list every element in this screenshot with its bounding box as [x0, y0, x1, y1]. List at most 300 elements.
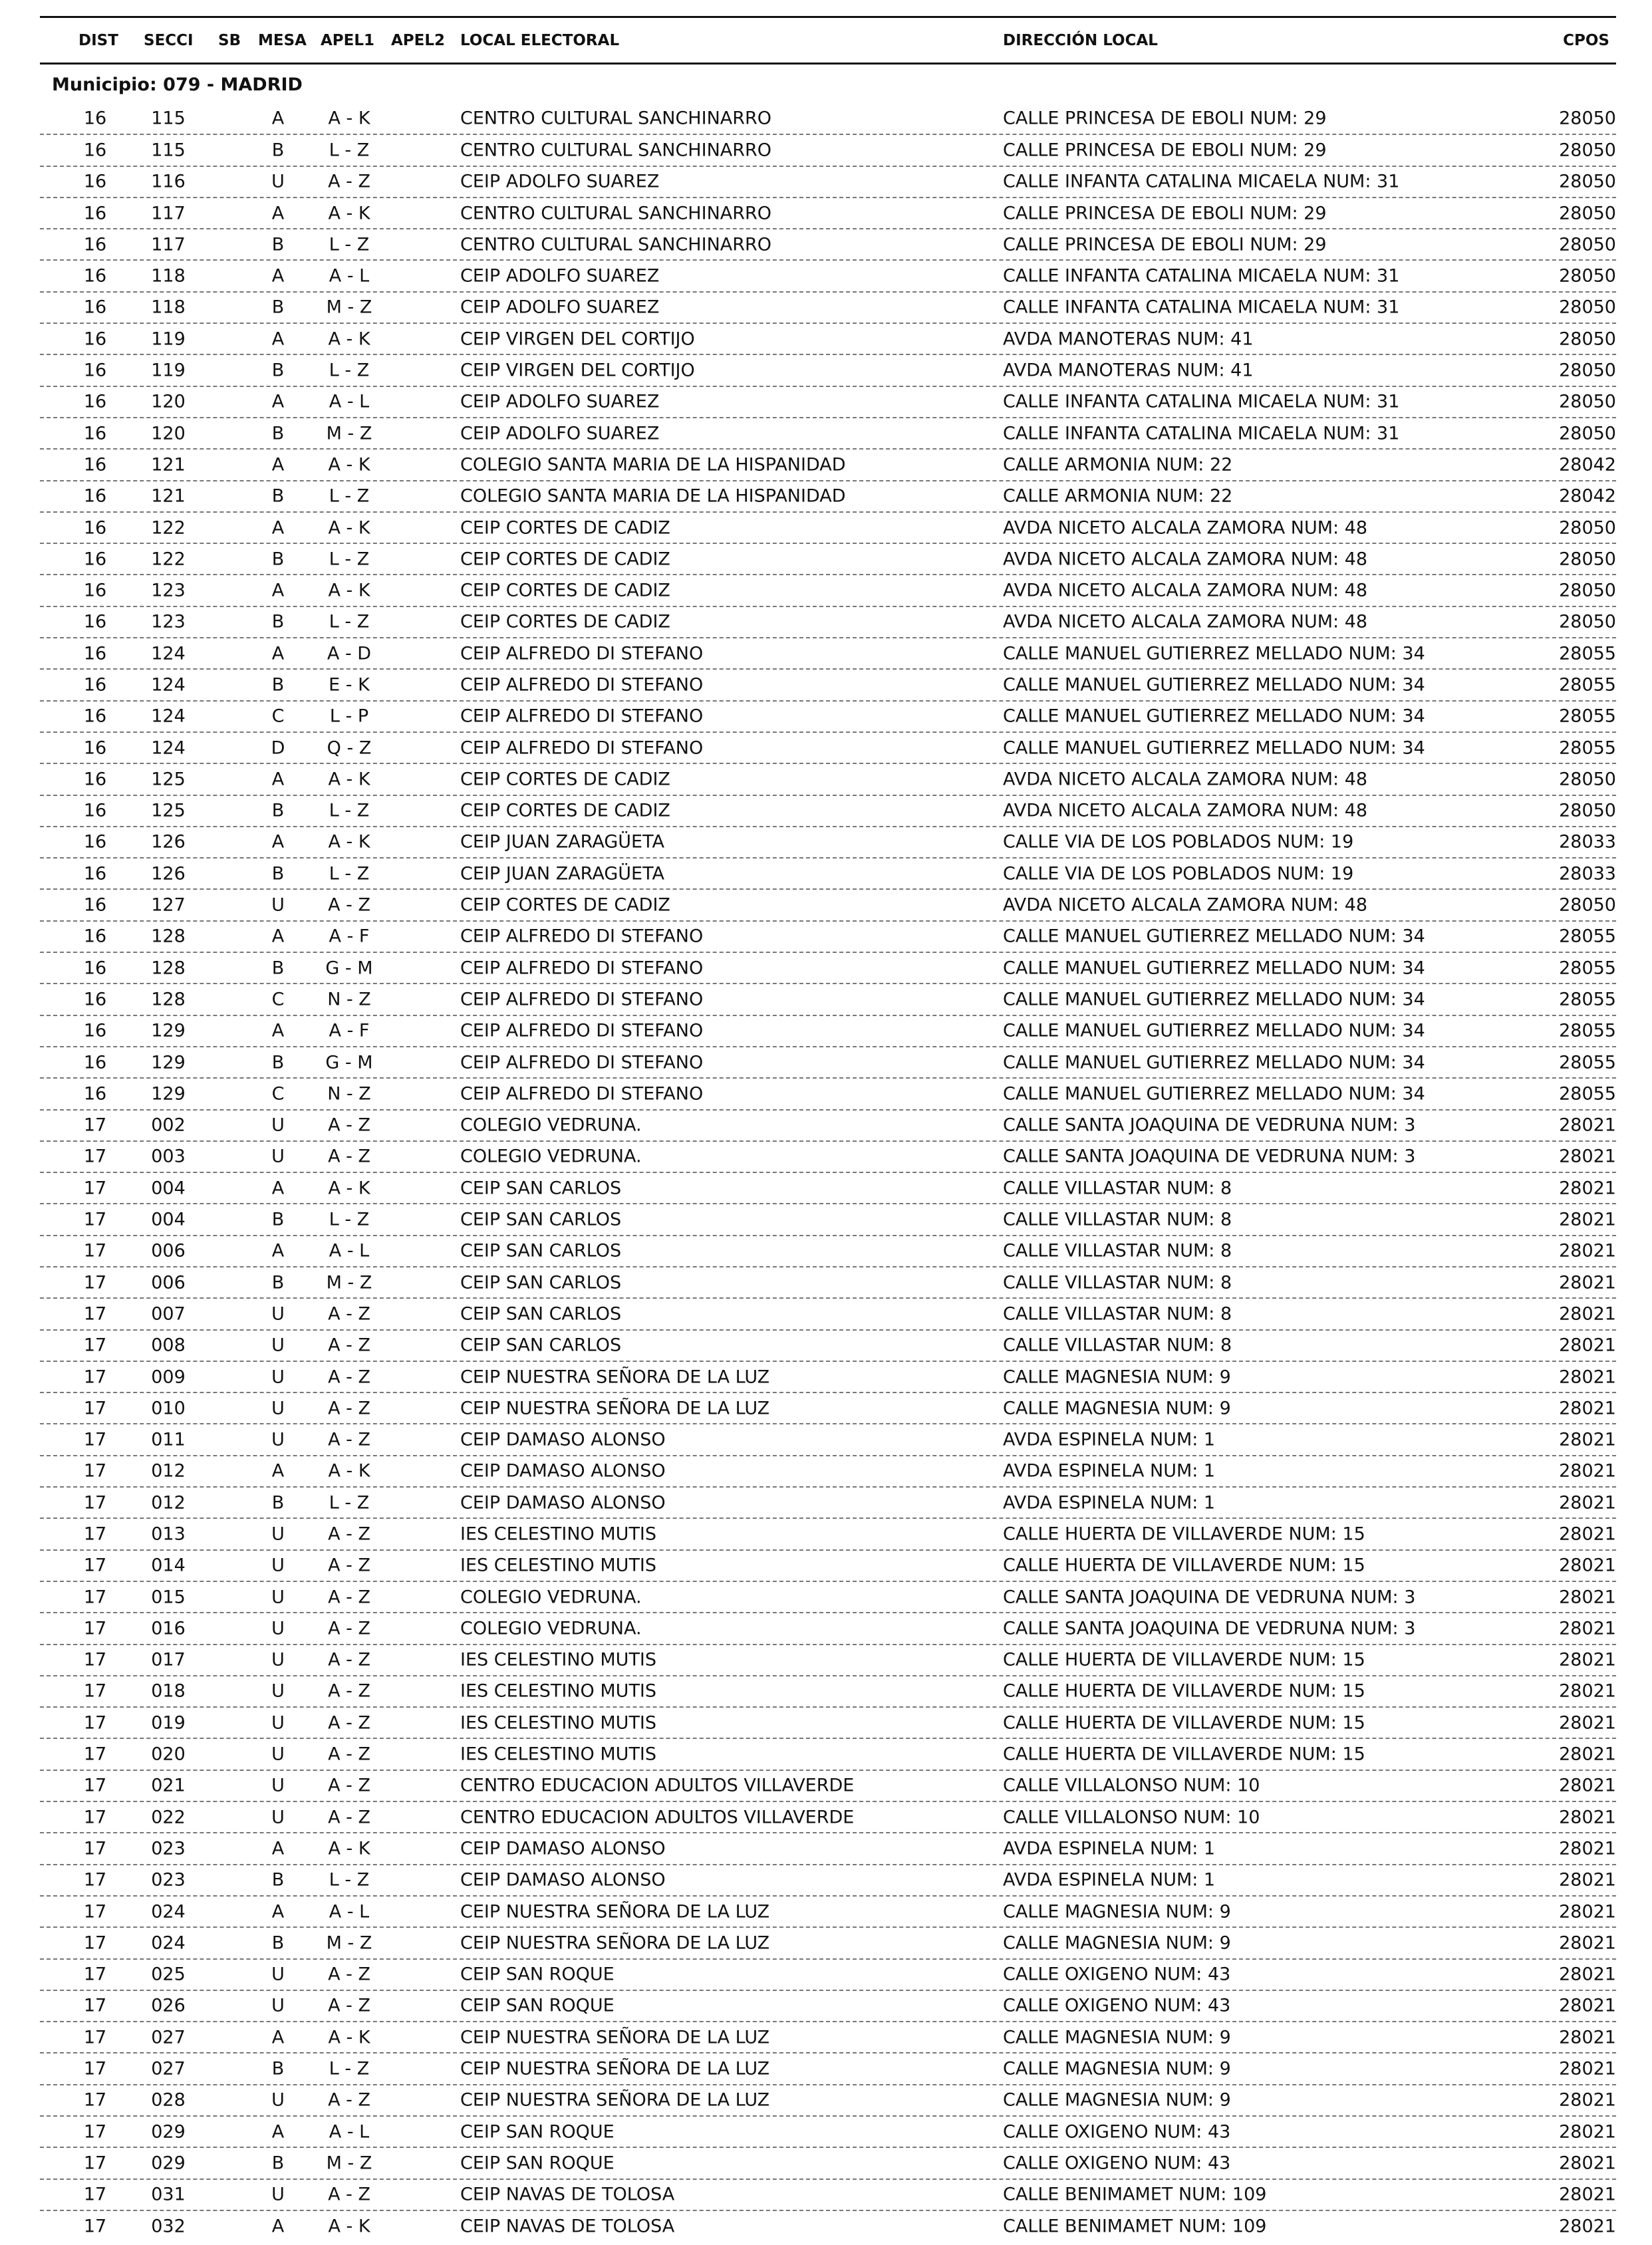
cell-dist: 17 [83, 1303, 107, 1325]
cell-mesa: B [271, 863, 285, 884]
cell-dist: 16 [83, 894, 107, 916]
cell-dist: 16 [83, 926, 107, 947]
cell-mesa: B [271, 1052, 285, 1073]
cell-secci: 029 [151, 2153, 186, 2174]
cell-local-electoral: CEIP CORTES DE CADIZ [460, 800, 670, 821]
cell-mesa: A [271, 108, 285, 129]
cell-apel1: L - P [329, 706, 369, 727]
header-local-electoral: LOCAL ELECTORAL [460, 32, 620, 49]
cell-apel1: L - Z [329, 485, 370, 507]
cell-secci: 013 [151, 1523, 186, 1545]
cell-direccion-local: CALLE OXIGENO NUM: 43 [1003, 2121, 1231, 2143]
cell-local-electoral: COLEGIO SANTA MARIA DE LA HISPANIDAD [460, 485, 846, 507]
table-row [40, 166, 1616, 197]
cell-apel1: A - Z [328, 2089, 370, 2111]
cell-local-electoral: CEIP ALFREDO DI STEFANO [460, 926, 704, 947]
cell-direccion-local: CALLE INFANTA CATALINA MICAELA NUM: 31 [1003, 391, 1400, 412]
cell-secci: 015 [151, 1587, 186, 1608]
cell-cpos: 28042 [1559, 485, 1616, 507]
cell-secci: 004 [151, 1178, 186, 1199]
cell-secci: 125 [151, 800, 186, 821]
cell-mesa: U [271, 2089, 285, 2111]
cell-local-electoral: CEIP ALFREDO DI STEFANO [460, 1083, 704, 1105]
cell-apel1: A - K [328, 769, 370, 790]
cell-apel1: L - Z [329, 360, 370, 381]
cell-dist: 17 [83, 1335, 107, 1356]
cell-direccion-local: AVDA ESPINELA NUM: 1 [1003, 1429, 1216, 1450]
cell-dist: 17 [83, 1523, 107, 1545]
cell-mesa: B [271, 1932, 285, 1954]
cell-local-electoral: CEIP DAMASO ALONSO [460, 1460, 666, 1482]
cell-apel1: L - Z [329, 1492, 370, 1514]
cell-apel1: L - Z [329, 1869, 370, 1891]
cell-apel1: A - Z [328, 1964, 370, 1985]
table-row [40, 1801, 1616, 1832]
cell-cpos: 28050 [1559, 203, 1616, 224]
cell-cpos: 28033 [1559, 863, 1616, 884]
cell-secci: 007 [151, 1303, 186, 1325]
cell-direccion-local: CALLE HUERTA DE VILLAVERDE NUM: 15 [1003, 1649, 1365, 1670]
table-row [40, 417, 1616, 448]
cell-dist: 16 [83, 831, 107, 853]
cell-secci: 018 [151, 1680, 186, 1702]
table-row [40, 1361, 1616, 1392]
cell-cpos: 28055 [1559, 674, 1616, 696]
cell-secci: 122 [151, 517, 186, 538]
cell-cpos: 28021 [1559, 1492, 1616, 1514]
table-row [40, 1644, 1616, 1675]
cell-direccion-local: CALLE MAGNESIA NUM: 9 [1003, 1932, 1231, 1954]
cell-direccion-local: CALLE MAGNESIA NUM: 9 [1003, 2089, 1231, 2111]
cell-local-electoral: CEIP CORTES DE CADIZ [460, 517, 670, 538]
cell-apel1: L - Z [329, 2058, 370, 2079]
cell-local-electoral: CEIP JUAN ZARAGÜETA [460, 831, 664, 853]
cell-local-electoral: CEIP SAN ROQUE [460, 1995, 615, 2016]
cell-direccion-local: AVDA NICETO ALCALA ZAMORA NUM: 48 [1003, 611, 1368, 632]
cell-dist: 16 [83, 549, 107, 570]
cell-apel1: A - K [328, 108, 370, 129]
cell-secci: 121 [151, 454, 186, 475]
cell-apel1: A - Z [328, 1587, 370, 1608]
cell-cpos: 28021 [1559, 2153, 1616, 2174]
cell-local-electoral: COLEGIO VEDRUNA. [460, 1587, 642, 1608]
cell-cpos: 28055 [1559, 1020, 1616, 1041]
cell-mesa: A [271, 1178, 285, 1199]
cell-secci: 120 [151, 423, 186, 444]
cell-apel1: L - Z [329, 234, 370, 255]
table-row [40, 983, 1616, 1014]
cell-cpos: 28042 [1559, 454, 1616, 475]
table-row [40, 1926, 1616, 1958]
cell-apel1: A - Z [328, 171, 370, 192]
cell-dist: 17 [83, 1932, 107, 1954]
cell-direccion-local: AVDA NICETO ALCALA ZAMORA NUM: 48 [1003, 580, 1368, 601]
cell-mesa: B [271, 234, 285, 255]
cell-cpos: 28021 [1559, 2089, 1616, 2111]
cell-cpos: 28050 [1559, 108, 1616, 129]
cell-local-electoral: CEIP ALFREDO DI STEFANO [460, 958, 704, 979]
table-row [40, 511, 1616, 543]
cell-cpos: 28021 [1559, 1995, 1616, 2016]
cell-cpos: 28050 [1559, 265, 1616, 287]
cell-mesa: A [271, 1460, 285, 1482]
cell-dist: 17 [83, 1429, 107, 1450]
cell-dist: 17 [83, 2184, 107, 2205]
cell-secci: 117 [151, 234, 186, 255]
cell-apel1: A - Z [328, 1618, 370, 1639]
cell-apel1: A - Z [328, 1398, 370, 1419]
cell-local-electoral: CEIP SAN ROQUE [460, 2121, 615, 2143]
cell-secci: 123 [151, 611, 186, 632]
cell-direccion-local: AVDA ESPINELA NUM: 1 [1003, 1838, 1216, 1859]
cell-secci: 118 [151, 265, 186, 287]
cell-secci: 024 [151, 1932, 186, 1954]
cell-cpos: 28050 [1559, 297, 1616, 318]
cell-dist: 16 [83, 140, 107, 161]
cell-mesa: B [271, 140, 285, 161]
table-row [40, 1297, 1616, 1329]
cell-mesa: U [271, 1775, 285, 1796]
cell-apel1: A - F [329, 926, 370, 947]
cell-cpos: 28021 [1559, 2058, 1616, 2079]
cell-direccion-local: CALLE MAGNESIA NUM: 9 [1003, 2058, 1231, 2079]
cell-secci: 127 [151, 894, 186, 916]
cell-apel1: E - K [329, 674, 370, 696]
cell-apel1: L - Z [329, 1209, 370, 1230]
cell-dist: 16 [83, 485, 107, 507]
cell-dist: 16 [83, 737, 107, 759]
cell-dist: 17 [83, 1398, 107, 1419]
table-row [40, 2179, 1616, 2210]
cell-secci: 123 [151, 580, 186, 601]
cell-dist: 17 [83, 1367, 107, 1388]
cell-cpos: 28021 [1559, 1869, 1616, 1891]
cell-secci: 116 [151, 171, 186, 192]
table-row [40, 1770, 1616, 1801]
cell-secci: 124 [151, 737, 186, 759]
cell-apel1: A - K [328, 1838, 370, 1859]
cell-secci: 031 [151, 2184, 186, 2205]
cell-direccion-local: CALLE INFANTA CATALINA MICAELA NUM: 31 [1003, 423, 1400, 444]
table-row [40, 1864, 1616, 1895]
cell-apel1: A - K [328, 580, 370, 601]
cell-mesa: B [271, 1209, 285, 1230]
cell-dist: 16 [83, 297, 107, 318]
header-secci: SECCI [144, 32, 194, 49]
cell-local-electoral: CEIP NUESTRA SEÑORA DE LA LUZ [460, 2027, 770, 2048]
cell-dist: 16 [83, 643, 107, 664]
table-row [40, 386, 1616, 417]
cell-apel1: A - Z [328, 1367, 370, 1388]
table-row [40, 1518, 1616, 1549]
cell-secci: 125 [151, 769, 186, 790]
cell-direccion-local: CALLE PRINCESA DE EBOLI NUM: 29 [1003, 108, 1327, 129]
cell-apel1: A - F [329, 1020, 370, 1041]
cell-direccion-local: AVDA MANOTERAS NUM: 41 [1003, 360, 1254, 381]
cell-direccion-local: AVDA MANOTERAS NUM: 41 [1003, 329, 1254, 350]
cell-dist: 16 [83, 989, 107, 1010]
cell-direccion-local: CALLE MANUEL GUTIERREZ MELLADO NUM: 34 [1003, 926, 1425, 947]
cell-secci: 028 [151, 2089, 186, 2111]
cell-direccion-local: CALLE HUERTA DE VILLAVERDE NUM: 15 [1003, 1712, 1365, 1734]
table-row [40, 1455, 1616, 1486]
cell-secci: 027 [151, 2058, 186, 2079]
cell-secci: 006 [151, 1272, 186, 1293]
cell-local-electoral: CEIP CORTES DE CADIZ [460, 580, 670, 601]
cell-dist: 17 [83, 2121, 107, 2143]
cell-mesa: A [271, 454, 285, 475]
cell-cpos: 28050 [1559, 391, 1616, 412]
cell-cpos: 28021 [1559, 1744, 1616, 1765]
table-row [40, 1203, 1616, 1234]
cell-mesa: B [271, 611, 285, 632]
cell-cpos: 28050 [1559, 769, 1616, 790]
cell-direccion-local: CALLE VILLALONSO NUM: 10 [1003, 1775, 1260, 1796]
cell-local-electoral: IES CELESTINO MUTIS [460, 1649, 657, 1670]
cell-local-electoral: CENTRO CULTURAL SANCHINARRO [460, 108, 772, 129]
cell-dist: 17 [83, 1178, 107, 1199]
cell-mesa: B [271, 360, 285, 381]
cell-local-electoral: CEIP SAN CARLOS [460, 1335, 622, 1356]
cell-direccion-local: CALLE HUERTA DE VILLAVERDE NUM: 15 [1003, 1523, 1365, 1545]
table-row [40, 1172, 1616, 1203]
cell-secci: 004 [151, 1209, 186, 1230]
cell-dist: 17 [83, 1712, 107, 1734]
cell-direccion-local: CALLE MANUEL GUTIERREZ MELLADO NUM: 34 [1003, 1020, 1425, 1041]
cell-mesa: C [271, 989, 285, 1010]
table-row [40, 920, 1616, 952]
cell-mesa: U [271, 1964, 285, 1985]
cell-dist: 17 [83, 1744, 107, 1765]
cell-mesa: A [271, 926, 285, 947]
cell-cpos: 28021 [1559, 1838, 1616, 1859]
cell-secci: 010 [151, 1398, 186, 1419]
cell-dist: 17 [83, 1649, 107, 1670]
cell-dist: 17 [83, 1618, 107, 1639]
cell-direccion-local: CALLE PRINCESA DE EBOLI NUM: 29 [1003, 140, 1327, 161]
cell-local-electoral: CEIP JUAN ZARAGÜETA [460, 863, 664, 884]
cell-cpos: 28055 [1559, 958, 1616, 979]
cell-dist: 17 [83, 1272, 107, 1293]
table-row [40, 354, 1616, 385]
cell-apel1: N - Z [327, 1083, 371, 1105]
cell-direccion-local: CALLE INFANTA CATALINA MICAELA NUM: 31 [1003, 265, 1400, 287]
cell-cpos: 28021 [1559, 1649, 1616, 1670]
cell-cpos: 28021 [1559, 1555, 1616, 1576]
table-row [40, 1832, 1616, 1863]
cell-direccion-local: CALLE MANUEL GUTIERREZ MELLADO NUM: 34 [1003, 958, 1425, 979]
cell-mesa: U [271, 171, 285, 192]
cell-dist: 16 [83, 517, 107, 538]
cell-mesa: U [271, 1115, 285, 1136]
cell-cpos: 28021 [1559, 1209, 1616, 1230]
cell-secci: 129 [151, 1020, 186, 1041]
header-direccion-local: DIRECCIÓN LOCAL [1003, 32, 1158, 49]
cell-local-electoral: CEIP SAN CARLOS [460, 1240, 622, 1261]
table-row [40, 857, 1616, 888]
cell-mesa: U [271, 1712, 285, 1734]
table-row [40, 1423, 1616, 1454]
cell-mesa: U [271, 1146, 285, 1167]
cell-apel1: A - K [328, 454, 370, 475]
cell-direccion-local: CALLE VIA DE LOS POBLADOS NUM: 19 [1003, 863, 1354, 884]
cell-apel1: N - Z [327, 989, 371, 1010]
cell-dist: 16 [83, 171, 107, 192]
cell-dist: 16 [83, 769, 107, 790]
cell-secci: 122 [151, 549, 186, 570]
cell-apel1: A - Z [328, 894, 370, 916]
cell-apel1: A - Z [328, 1712, 370, 1734]
table-row [40, 2084, 1616, 2115]
cell-secci: 128 [151, 926, 186, 947]
cell-mesa: B [271, 1869, 285, 1891]
table-row [40, 1077, 1616, 1109]
cell-cpos: 28050 [1559, 329, 1616, 350]
cell-cpos: 28021 [1559, 1460, 1616, 1482]
cell-dist: 17 [83, 2027, 107, 2048]
cell-direccion-local: CALLE MANUEL GUTIERREZ MELLADO NUM: 34 [1003, 989, 1425, 1010]
cell-secci: 017 [151, 1649, 186, 1670]
cell-cpos: 28033 [1559, 831, 1616, 853]
cell-mesa: U [271, 1303, 285, 1325]
cell-secci: 124 [151, 706, 186, 727]
table-row [40, 731, 1616, 763]
cell-secci: 019 [151, 1712, 186, 1734]
cell-secci: 003 [151, 1146, 186, 1167]
cell-cpos: 28050 [1559, 140, 1616, 161]
cell-local-electoral: COLEGIO SANTA MARIA DE LA HISPANIDAD [460, 454, 846, 475]
cell-local-electoral: IES CELESTINO MUTIS [460, 1523, 657, 1545]
cell-mesa: U [271, 1744, 285, 1765]
cell-cpos: 28021 [1559, 1680, 1616, 1702]
cell-dist: 16 [83, 329, 107, 350]
table-row [40, 291, 1616, 323]
cell-apel1: A - Z [328, 1775, 370, 1796]
cell-local-electoral: CEIP ALFREDO DI STEFANO [460, 674, 704, 696]
cell-apel1: A - Z [328, 1995, 370, 2016]
header-sb: SB [218, 32, 241, 49]
cell-secci: 126 [151, 863, 186, 884]
cell-secci: 011 [151, 1429, 186, 1450]
cell-direccion-local: CALLE MAGNESIA NUM: 9 [1003, 1901, 1231, 1922]
cell-local-electoral: COLEGIO VEDRUNA. [460, 1618, 642, 1639]
cell-apel1: M - Z [326, 1272, 372, 1293]
cell-cpos: 28050 [1559, 800, 1616, 821]
cell-apel1: A - K [328, 329, 370, 350]
cell-direccion-local: CALLE MAGNESIA NUM: 9 [1003, 2027, 1231, 2048]
table-row [40, 197, 1616, 228]
cell-cpos: 28055 [1559, 926, 1616, 947]
cell-mesa: U [271, 1649, 285, 1670]
cell-direccion-local: CALLE OXIGENO NUM: 43 [1003, 1964, 1231, 1985]
cell-local-electoral: CEIP DAMASO ALONSO [460, 1492, 666, 1514]
cell-cpos: 28021 [1559, 2184, 1616, 2205]
cell-dist: 17 [83, 2153, 107, 2174]
cell-dist: 17 [83, 1807, 107, 1828]
cell-secci: 006 [151, 1240, 186, 1261]
table-row [40, 606, 1616, 637]
cell-dist: 17 [83, 1869, 107, 1891]
cell-direccion-local: AVDA ESPINELA NUM: 1 [1003, 1869, 1216, 1891]
cell-mesa: B [271, 423, 285, 444]
cell-cpos: 28021 [1559, 2027, 1616, 2048]
cell-secci: 119 [151, 360, 186, 381]
cell-dist: 16 [83, 234, 107, 255]
cell-dist: 17 [83, 1587, 107, 1608]
cell-dist: 16 [83, 800, 107, 821]
cell-direccion-local: CALLE VILLASTAR NUM: 8 [1003, 1209, 1232, 1230]
cell-secci: 029 [151, 2121, 186, 2143]
cell-apel1: A - Z [328, 1555, 370, 1576]
cell-mesa: A [271, 580, 285, 601]
cell-direccion-local: CALLE ARMONIA NUM: 22 [1003, 485, 1233, 507]
cell-direccion-local: CALLE INFANTA CATALINA MICAELA NUM: 31 [1003, 171, 1400, 192]
cell-local-electoral: IES CELESTINO MUTIS [460, 1712, 657, 1734]
cell-local-electoral: IES CELESTINO MUTIS [460, 1555, 657, 1576]
cell-secci: 026 [151, 1995, 186, 2016]
cell-cpos: 28050 [1559, 171, 1616, 192]
cell-local-electoral: CEIP SAN CARLOS [460, 1209, 622, 1230]
header-dist: DIST [78, 32, 118, 49]
cell-local-electoral: CENTRO EDUCACION ADULTOS VILLAVERDE [460, 1775, 855, 1796]
cell-cpos: 28021 [1559, 1587, 1616, 1608]
cell-secci: 024 [151, 1901, 186, 1922]
cell-mesa: A [271, 2216, 285, 2237]
cell-cpos: 28021 [1559, 1429, 1616, 1450]
cell-cpos: 28050 [1559, 611, 1616, 632]
cell-cpos: 28021 [1559, 1775, 1616, 1796]
cell-mesa: B [271, 958, 285, 979]
cell-dist: 16 [83, 454, 107, 475]
cell-mesa: B [271, 485, 285, 507]
table-row [40, 888, 1616, 920]
cell-mesa: B [271, 1492, 285, 1514]
cell-local-electoral: CEIP SAN CARLOS [460, 1303, 622, 1325]
cell-local-electoral: CEIP ALFREDO DI STEFANO [460, 1020, 704, 1041]
cell-mesa: U [271, 1807, 285, 1828]
cell-apel1: G - M [325, 958, 373, 979]
cell-local-electoral: CEIP NUESTRA SEÑORA DE LA LUZ [460, 1367, 770, 1388]
table-row [40, 637, 1616, 668]
cell-mesa: B [271, 549, 285, 570]
cell-dist: 16 [83, 611, 107, 632]
cell-dist: 16 [83, 391, 107, 412]
cell-direccion-local: CALLE MANUEL GUTIERREZ MELLADO NUM: 34 [1003, 643, 1425, 664]
cell-secci: 008 [151, 1335, 186, 1356]
cell-apel1: L - Z [329, 863, 370, 884]
cell-secci: 009 [151, 1367, 186, 1388]
cell-mesa: U [271, 894, 285, 916]
cell-apel1: L - Z [329, 800, 370, 821]
cell-direccion-local: AVDA NICETO ALCALA ZAMORA NUM: 48 [1003, 800, 1368, 821]
cell-direccion-local: AVDA ESPINELA NUM: 1 [1003, 1460, 1216, 1482]
cell-local-electoral: CEIP ADOLFO SUAREZ [460, 171, 660, 192]
table-row [40, 1235, 1616, 1266]
cell-apel1: A - Z [328, 1335, 370, 1356]
cell-cpos: 28055 [1559, 989, 1616, 1010]
cell-cpos: 28021 [1559, 1178, 1616, 1199]
cell-apel1: A - Z [328, 2184, 370, 2205]
cell-mesa: A [271, 203, 285, 224]
cell-cpos: 28021 [1559, 1618, 1616, 1639]
table-row [40, 448, 1616, 479]
cell-secci: 124 [151, 674, 186, 696]
cell-dist: 16 [83, 1020, 107, 1041]
cell-mesa: U [271, 1680, 285, 1702]
cell-direccion-local: CALLE HUERTA DE VILLAVERDE NUM: 15 [1003, 1555, 1365, 1576]
cell-cpos: 28050 [1559, 423, 1616, 444]
cell-local-electoral: CENTRO EDUCACION ADULTOS VILLAVERDE [460, 1807, 855, 1828]
